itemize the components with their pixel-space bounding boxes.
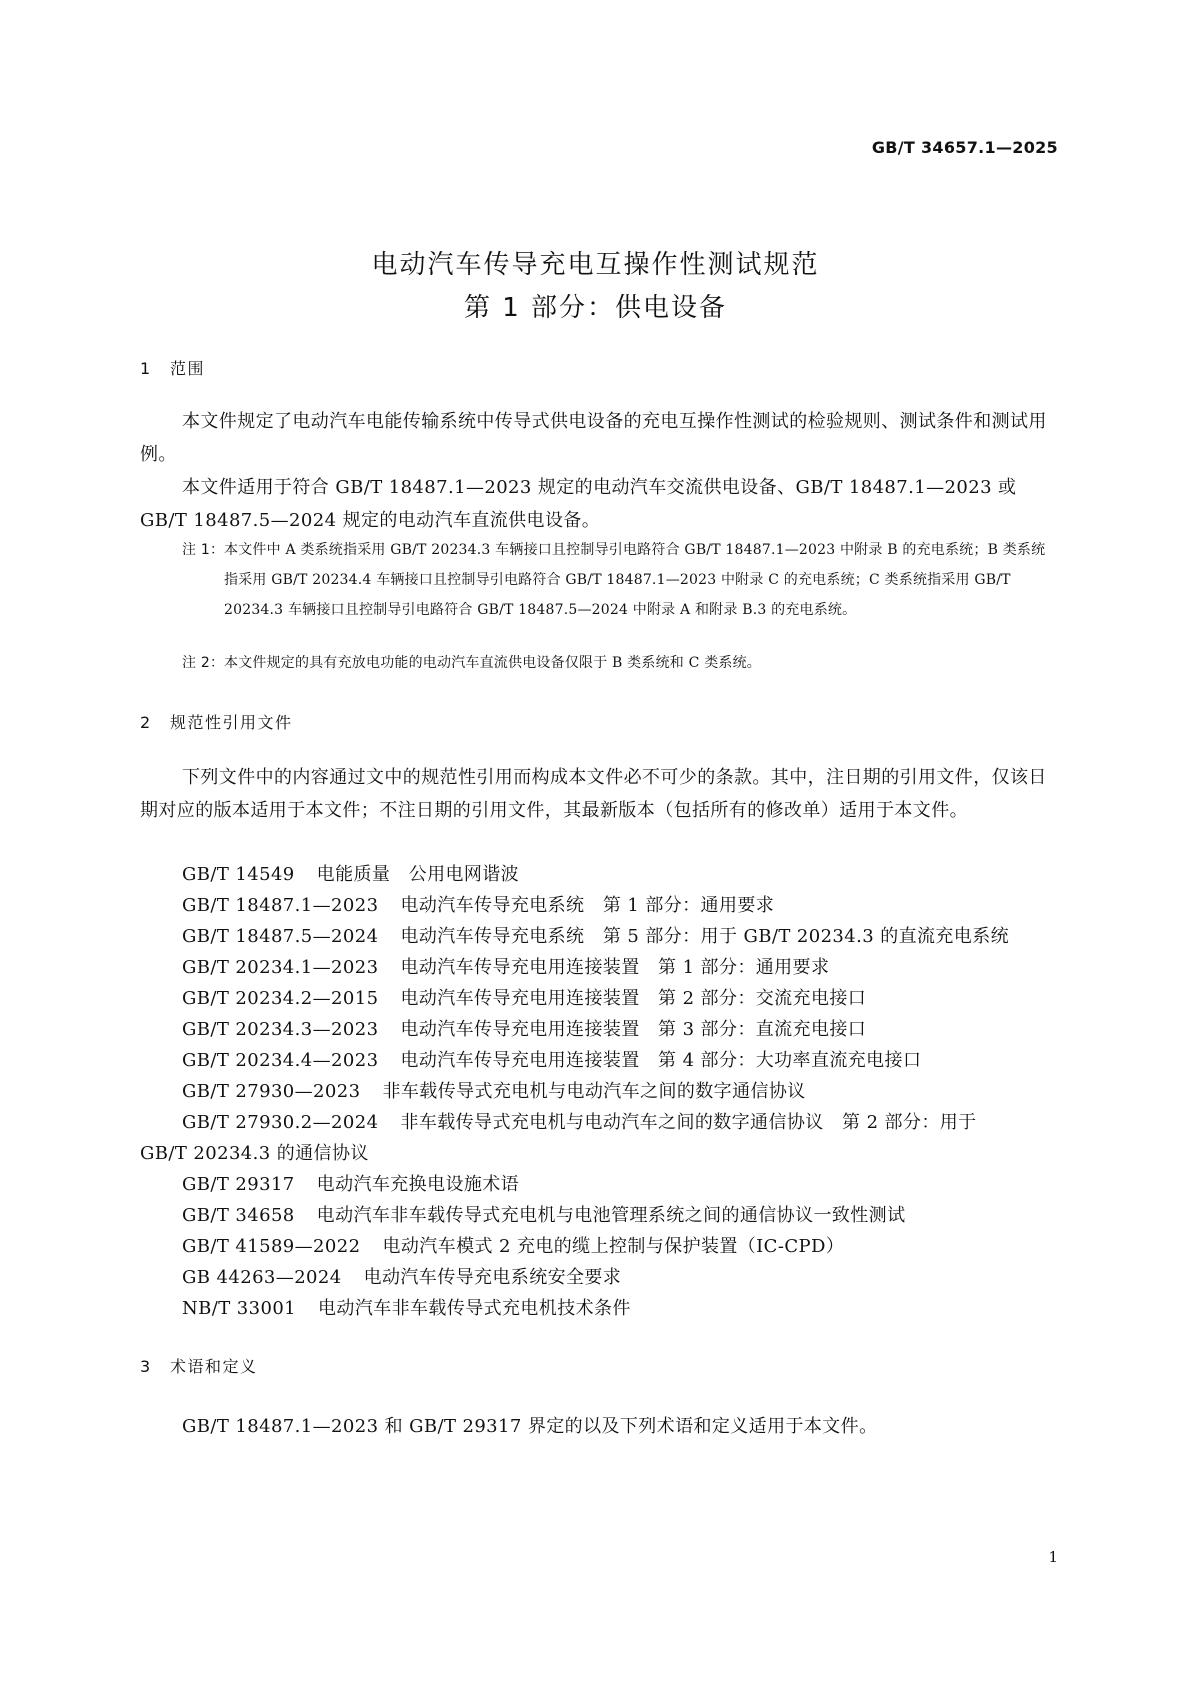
reference-code: GB/T 27930—2023: [182, 1081, 361, 1102]
reference-item: [182, 1108, 977, 1134]
reference-code: GB/T 34658: [182, 1205, 295, 1226]
reference-code: GB/T 29317: [182, 1174, 295, 1195]
reference-code: GB/T 20234.4—2023: [182, 1050, 379, 1071]
reference-item: [182, 891, 774, 917]
reference-title: 电动汽车传导充电系统安全要求: [363, 1267, 622, 1288]
reference-item: [182, 953, 829, 979]
section-heading-normative-references: [140, 710, 293, 733]
reference-code: GB/T 18487.5—2024: [182, 926, 379, 947]
reference-code: GB/T 27930.2—2024: [182, 1112, 379, 1133]
section-heading-terms-definitions: [140, 1354, 258, 1377]
note-text: 本文件规定的具有充放电功能的电动汽车直流供电设备仅限于 B 类系统和 C 类系统。: [224, 655, 761, 671]
reference-code: GB/T 20234.2—2015: [182, 988, 379, 1009]
section-title: 范围: [170, 359, 206, 378]
reference-item: [182, 1201, 905, 1227]
reference-code: GB/T 20234.3—2023: [182, 1019, 379, 1040]
reference-code: GB 44263—2024: [182, 1267, 342, 1288]
note-label: 注 2：: [182, 655, 225, 671]
reference-code: GB/T 20234.1—2023: [182, 957, 379, 978]
note-label: 注 1：: [182, 542, 225, 558]
reference-title: 电能质量 公用电网谐波: [316, 864, 520, 885]
section-number: 3: [140, 1357, 152, 1376]
section-heading-scope: [140, 356, 205, 379]
reference-title: 电动汽车充换电设施术语: [316, 1174, 520, 1195]
note-text: 本文件中 A 类系统指采用 GB/T 20234.3 车辆接口且控制导引电路符合 GB/T 18487.1—2023 中附录 B 的充电系统；B 类系统指采用 GB/T 20234.4 车辆接口且控制导引电路符合 GB/T 18487.1—2023 中附录 C 的充电系统；C 类系统指采用 GB/T 20234.3 车辆接口且控制导引电路符合 GB/T 18487.5—2024 中附录 A 和附录 B.3 的充电系统。: [224, 542, 1046, 618]
section-title: 术语和定义: [170, 1357, 258, 1376]
reference-code: NB/T 33001: [182, 1298, 297, 1319]
reference-title: 电动汽车非车载传导式充电机技术条件: [318, 1298, 631, 1319]
reference-code: GB/T 41589—2022: [182, 1236, 361, 1257]
section-number: 2: [140, 713, 152, 732]
reference-title: 电动汽车传导充电用连接装置 第 1 部分：通用要求: [400, 957, 830, 978]
section-number: 1: [140, 359, 152, 378]
reference-title: 电动汽车传导充电系统 第 5 部分：用于 GB/T 20234.3 的直流充电系统: [400, 926, 1010, 947]
reference-item: [182, 860, 519, 886]
scope-paragraph-1: 本文件规定了电动汽车电能传输系统中传导式供电设备的充电互操作性测试的检验规则、测试条件和测试用例。: [140, 411, 1047, 465]
standard-code: GB/T 34657.1—2025: [871, 138, 1058, 157]
document-subtitle: 第 1 部分：供电设备: [463, 293, 728, 323]
reference-title: 电动汽车传导充电用连接装置 第 4 部分：大功率直流充电接口: [400, 1050, 922, 1071]
reference-item: [182, 1077, 806, 1103]
reference-code: GB/T 14549: [182, 864, 295, 885]
note-2: [182, 648, 1051, 678]
reference-continuation: GB/T 20234.3 的通信协议: [140, 1143, 369, 1164]
page-number: 1: [1048, 1548, 1058, 1566]
reference-item: [182, 1263, 621, 1289]
document-title: 电动汽车传导充电互操作性测试规范: [371, 250, 820, 280]
reference-item: [182, 1170, 519, 1196]
reference-title: 非车载传导式充电机与电动汽车之间的数字通信协议: [382, 1081, 806, 1102]
reference-item: [182, 984, 866, 1010]
reference-title: 电动汽车传导充电用连接装置 第 2 部分：交流充电接口: [400, 988, 867, 1009]
reference-title: 电动汽车传导充电用连接装置 第 3 部分：直流充电接口: [400, 1019, 867, 1040]
section-title: 规范性引用文件: [170, 713, 293, 732]
terms-paragraph: GB/T 18487.1—2023 和 GB/T 29317 界定的以及下列术语和定义适用于本文件。: [182, 1416, 878, 1437]
reference-item: [182, 1015, 866, 1041]
reference-title: 电动汽车非车载传导式充电机与电池管理系统之间的通信协议一致性测试: [316, 1205, 906, 1226]
reference-title: 电动汽车传导充电系统 第 1 部分：通用要求: [400, 895, 775, 916]
reference-item: [182, 922, 1009, 948]
references-intro: 下列文件中的内容通过文中的规范性引用而构成本文件必不可少的条款。其中，注日期的引用文件，仅该日期对应的版本适用于本文件；不注日期的引用文件，其最新版本（包括所有的修改单）适用于本文件。: [140, 767, 1047, 821]
reference-item: [182, 1294, 631, 1320]
reference-code: GB/T 18487.1—2023: [182, 895, 379, 916]
scope-paragraph-2: 本文件适用于符合 GB/T 18487.1—2023 规定的电动汽车交流供电设备、GB/T 18487.1—2023 或 GB/T 18487.5—2024 规定的电动汽车直流供电设备。: [140, 477, 1017, 531]
reference-title: 非车载传导式充电机与电动汽车之间的数字通信协议 第 2 部分：用于: [400, 1112, 977, 1133]
reference-title: 电动汽车模式 2 充电的缆上控制与保护装置（IC-CPD）: [382, 1236, 845, 1257]
note-1: [182, 535, 1051, 625]
reference-item: [182, 1046, 921, 1072]
reference-item: [182, 1232, 844, 1258]
